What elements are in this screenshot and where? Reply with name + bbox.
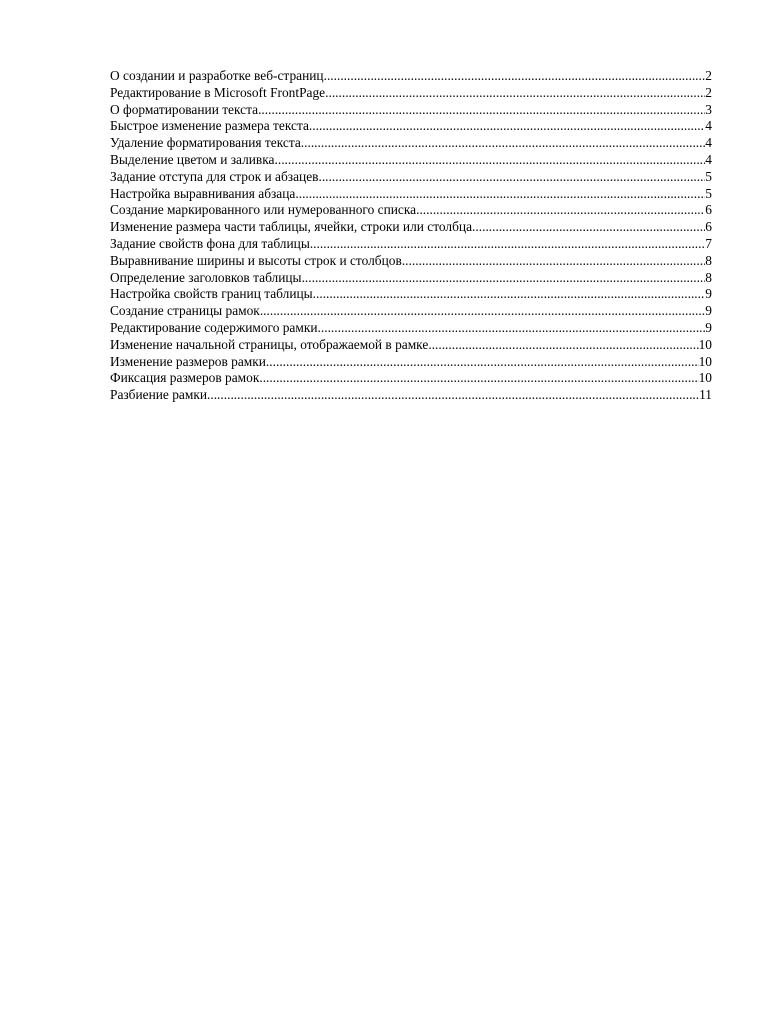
toc-dot-leader bbox=[275, 152, 706, 169]
toc-entry[interactable] bbox=[110, 118, 712, 135]
toc-dot-leader bbox=[402, 253, 705, 270]
toc-entry-page: 9 bbox=[705, 303, 712, 319]
toc-entry-title: Редактирование в Microsoft FrontPage bbox=[110, 84, 326, 100]
toc-entry[interactable] bbox=[110, 152, 712, 169]
toc-entry-title: Изменение размеров рамки bbox=[110, 353, 266, 369]
toc-entry-title: О создании и разработке веб-страниц bbox=[110, 68, 324, 83]
toc-entry-title: Задание свойств фона для таблицы bbox=[110, 235, 310, 251]
toc-entry-title: Быстрое изменение размера текста bbox=[110, 118, 309, 134]
toc-entry-title: Настройка выравнивания абзаца bbox=[110, 185, 296, 201]
toc-entry[interactable] bbox=[110, 270, 712, 287]
toc-dot-leader bbox=[325, 85, 705, 102]
toc-entry[interactable] bbox=[110, 85, 712, 102]
toc-entry-title: Фиксация размеров рамок bbox=[110, 370, 260, 386]
toc-entry-title: Выделение цветом и заливка bbox=[110, 151, 275, 167]
toc-entry-page: 5 bbox=[705, 168, 712, 184]
toc-entry[interactable] bbox=[110, 169, 712, 186]
toc-dot-leader bbox=[260, 303, 705, 320]
toc-entry[interactable] bbox=[110, 135, 712, 152]
toc-entry-title: Удаление форматирования текста bbox=[110, 135, 301, 151]
toc-dot-leader bbox=[302, 270, 706, 287]
toc-dot-leader bbox=[259, 370, 698, 387]
toc-entry[interactable] bbox=[110, 68, 712, 85]
toc-entry[interactable] bbox=[110, 354, 712, 371]
toc-dot-leader bbox=[416, 202, 705, 219]
toc-dot-leader bbox=[310, 236, 705, 253]
toc-dot-leader bbox=[428, 337, 698, 354]
toc-entry-title: Настройка свойств границ таблицы bbox=[110, 286, 313, 302]
toc-entry-page: 11 bbox=[699, 387, 712, 403]
toc-dot-leader bbox=[324, 68, 706, 85]
toc-dot-leader bbox=[266, 354, 699, 371]
toc-entry-page: 8 bbox=[705, 252, 712, 268]
toc-dot-leader bbox=[309, 118, 705, 135]
toc-entry-page: 6 bbox=[705, 202, 712, 218]
toc-dot-leader bbox=[318, 169, 705, 186]
toc-entry-title: Разбиение рамки bbox=[110, 387, 208, 403]
toc-entry-page: 10 bbox=[698, 336, 712, 352]
toc-entry-page: 6 bbox=[705, 219, 712, 235]
toc-entry[interactable] bbox=[110, 219, 712, 236]
toc-entry-page: 3 bbox=[705, 101, 712, 117]
toc-dot-leader bbox=[313, 286, 706, 303]
toc-entry-title: Выравнивание ширины и высоты строк и столбцов bbox=[110, 252, 402, 268]
toc-entry-title: Редактирование содержимого рамки bbox=[110, 319, 318, 335]
toc-entry-page: 8 bbox=[705, 269, 712, 285]
toc-entry-page: 10 bbox=[698, 370, 712, 386]
toc-entry-page: 2 bbox=[705, 68, 712, 83]
toc-entry-title: Изменение начальной страницы, отображаемой в рамке bbox=[110, 336, 429, 352]
toc-entry[interactable] bbox=[110, 320, 712, 337]
toc-entry[interactable] bbox=[110, 253, 712, 270]
toc-entry-page: 5 bbox=[705, 185, 712, 201]
toc-entry[interactable] bbox=[110, 236, 712, 253]
toc-entry-title: О форматировании текста bbox=[110, 101, 259, 117]
toc-dot-leader bbox=[318, 320, 706, 337]
toc-entry-title: Создание страницы рамок bbox=[110, 303, 260, 319]
toc-entry-page: 10 bbox=[698, 353, 712, 369]
toc-entry[interactable] bbox=[110, 387, 712, 404]
toc-entry-page: 4 bbox=[705, 118, 712, 134]
toc-entry-title: Изменение размера части таблицы, ячейки, строки или столбца bbox=[110, 219, 473, 235]
toc-dot-leader bbox=[301, 135, 706, 152]
toc-entry-title: Определение заголовков таблицы bbox=[110, 269, 302, 285]
toc-entry-title: Задание отступа для строк и абзацев bbox=[110, 168, 319, 184]
toc-entry[interactable] bbox=[110, 337, 712, 354]
toc-dot-leader bbox=[207, 387, 699, 404]
toc-entry[interactable] bbox=[110, 186, 712, 203]
toc-dot-leader bbox=[295, 186, 705, 203]
toc-entry[interactable] bbox=[110, 303, 712, 320]
toc-entry-page: 9 bbox=[705, 286, 712, 302]
toc-entry[interactable] bbox=[110, 102, 712, 119]
table-of-contents bbox=[110, 68, 712, 404]
toc-entry[interactable] bbox=[110, 370, 712, 387]
toc-entry-page: 9 bbox=[705, 319, 712, 335]
toc-entry-page: 4 bbox=[705, 135, 712, 151]
toc-entry-title: Создание маркированного или нумерованного списка bbox=[110, 202, 417, 218]
toc-entry-page: 7 bbox=[705, 235, 712, 251]
toc-entry-page: 4 bbox=[705, 151, 712, 167]
toc-dot-leader bbox=[258, 102, 705, 119]
toc-entry[interactable] bbox=[110, 286, 712, 303]
toc-dot-leader bbox=[472, 219, 705, 236]
toc-entry[interactable] bbox=[110, 202, 712, 219]
toc-entry-page: 2 bbox=[705, 84, 712, 100]
